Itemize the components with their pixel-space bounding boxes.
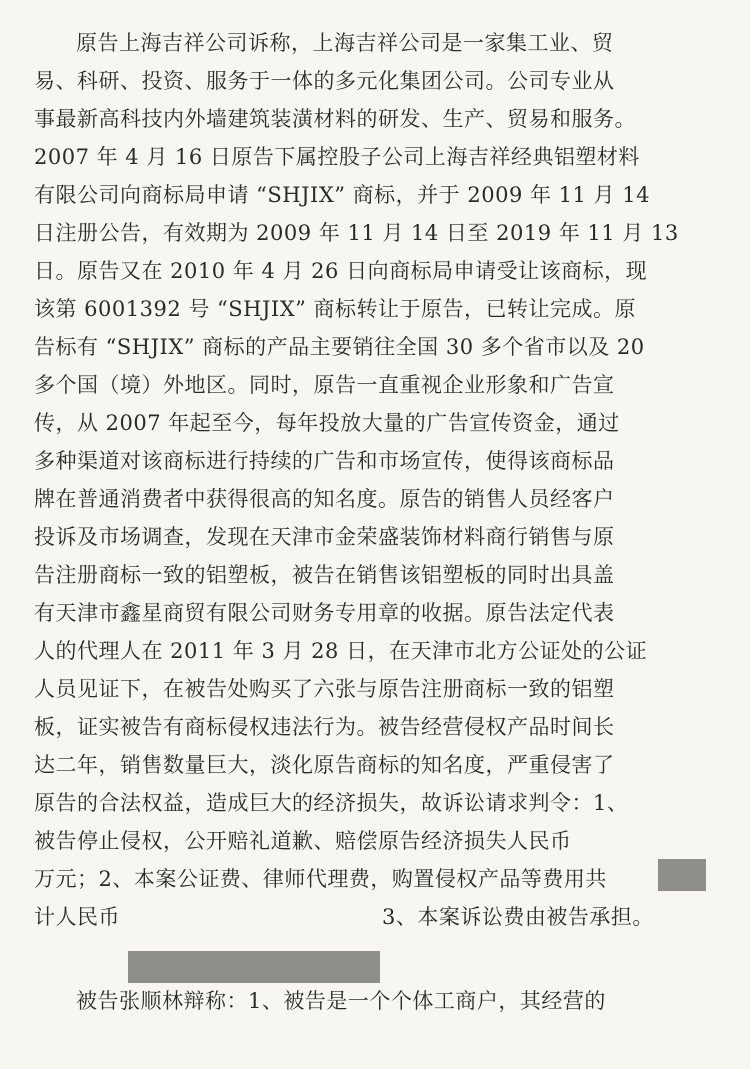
text-line: 原告的合法权益，造成巨大的经济损失，故诉讼请求判令：1、 [34, 791, 629, 815]
text-line: 该第 6001392 号 “SHJIX” 商标转让于原告，已转让完成。原 [34, 297, 637, 321]
text-line: 多个国（境）外地区。同时，原告一直重视企业形象和广告宣 [34, 373, 615, 397]
text-line: 板，证实被告有商标侵权违法行为。被告经营侵权产品时间长 [34, 715, 615, 739]
text-line: 传，从 2007 年起至今，每年投放大量的广告宣传资金，通过 [34, 411, 620, 435]
text-line: 万元；2、本案公证费、律师代理费，购置侵权产品等费用共 [34, 867, 607, 891]
text-line: 原告上海吉祥公司诉称，上海吉祥公司是一家集工业、贸 [76, 31, 614, 55]
text-line: 人的代理人在 2011 年 3 月 28 日，在天津市北方公证处的公证 [34, 639, 648, 663]
text-line: 有天津市鑫星商贸有限公司财务专用章的收据。原告法定代表 [34, 601, 615, 625]
text-line: 人员见证下，在被告处购买了六张与原告注册商标一致的铝塑 [34, 677, 615, 701]
text-line: 牌在普通消费者中获得很高的知名度。原告的销售人员经客户 [34, 487, 615, 511]
text-line: 多种渠道对该商标进行持续的广告和市场宣传，使得该商标品 [34, 449, 615, 473]
defendant-response-paragraph [34, 984, 702, 1024]
text-line: 3、本案诉讼费由被告承担。 [382, 905, 654, 929]
text-line: 被告停止侵权，公开赔礼道歉、赔偿原告经济损失人民币 [34, 829, 572, 853]
text-line: 易、科研、投资、服务于一体的多元化集团公司。公司专业从 [34, 69, 615, 93]
text-line: 2007 年 4 月 16 日原告下属控股子公司上海吉祥经典铝塑材料 [34, 145, 640, 169]
text-line: 日。原告又在 2010 年 4 月 26 日向商标局申请受让该商标，现 [34, 259, 648, 283]
text-line: 日注册公告，有效期为 2009 年 11 月 14 日至 2019 年 11 月 13 [34, 221, 679, 245]
text-line: 告标有 “SHJIX” 商标的产品主要销往全国 30 多个省市以及 20 [34, 335, 645, 359]
text-line: 投诉及市场调查，发现在天津市金荣盛装饰材料商行销售与原 [34, 525, 615, 549]
text-line: 告注册商标一致的铝塑板，被告在销售该铝塑板的同时出具盖 [34, 563, 615, 587]
redaction-block [658, 859, 706, 891]
plaintiff-claim-paragraph [34, 26, 702, 981]
text-line: 达二年，销售数量巨大，淡化原告商标的知名度，严重侵害了 [34, 753, 615, 777]
text-line: 被告张顺林辩称：1、被告是一个个体工商户，其经营的 [76, 989, 606, 1013]
text-line: 计人民币 [34, 905, 120, 929]
redaction-block [128, 951, 380, 983]
text-line: 事最新高科技内外墙建筑装潢材料的研发、生产、贸易和服务。 [34, 107, 636, 131]
text-line: 有限公司向商标局申请 “SHJIX” 商标，并于 2009 年 11 月 14 [34, 183, 650, 207]
